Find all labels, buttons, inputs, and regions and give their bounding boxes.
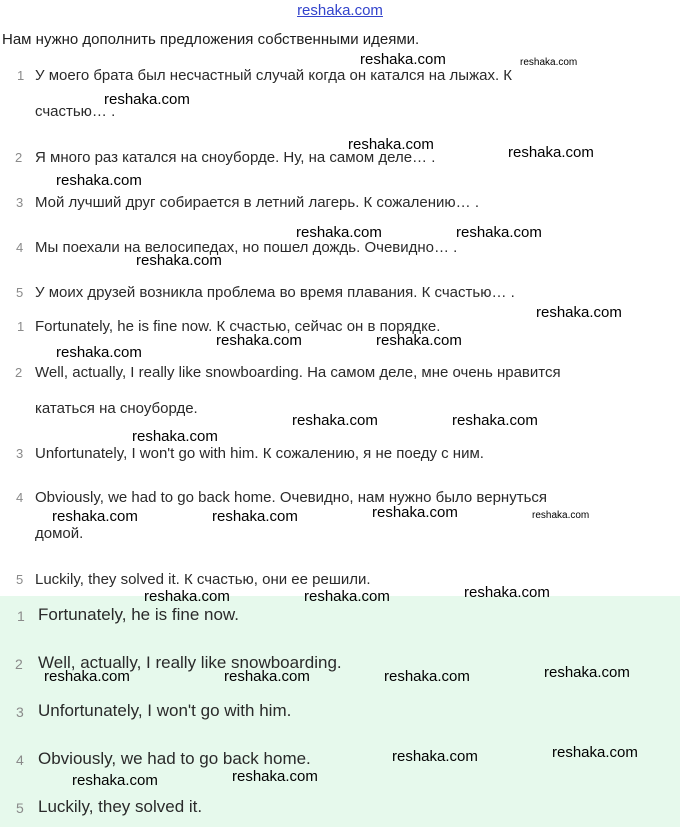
answer-sentence-line: Obviously, we had to go back home. Очевидно, нам нужно было вернуться [35,489,548,506]
answer-sentence-line: Unfortunately, I won't go with him. К сожалению, я не поеду с ним. [35,445,484,462]
watermark: reshaka.com [552,744,638,761]
watermark: reshaka.com [520,57,578,68]
task-sentence-line: У моих друзей возникла проблема во время плавания. К счастью… . [35,284,515,301]
task-sentence-line: Мы поехали на велосипедах, но пошел дождь. Очевидно… . [35,239,458,256]
task-instruction: Нам нужно дополнить предложения собственными идеями. [2,31,420,48]
watermark: reshaka.com [384,668,470,685]
answer-sentence-line: Luckily, they solved it. К счастью, они ее решили. [35,571,371,588]
answer-sentence-line: Well, actually, I really like snowboarding. На самом деле, мне очень нравится [35,364,561,381]
watermark: reshaka.com [544,664,630,681]
watermark: reshaka.com [104,91,190,108]
final-answer-text: Luckily, they solved it. [38,797,203,816]
task-sentence-line: Я много раз катался на сноуборде. Ну, на самом деле… . [35,149,436,166]
watermark: reshaka.com [136,252,222,269]
final-answer-text: Well, actually, I really like snowboarding. [38,653,342,672]
watermark: reshaka.com [44,668,130,685]
answer-number: 1 [17,319,25,334]
watermark: reshaka.com [372,504,458,521]
answer-number: 5 [16,572,24,587]
watermark: reshaka.com [144,588,230,605]
task-sentence-line: счастью… . [35,103,116,120]
task-sentence-line: У моего брата был несчастный случай когда он катался на лыжах. К [35,67,513,84]
answer-sentence-line: домой. [35,525,84,542]
watermark: reshaka.com [296,224,382,241]
watermark: reshaka.com [536,304,622,321]
watermark: reshaka.com [532,510,590,521]
watermark: reshaka.com [212,508,298,525]
watermark: reshaka.com [132,428,218,445]
task-number: 5 [16,285,24,300]
final-answer-text: Fortunately, he is fine now. [38,605,239,624]
final-answers-panel [0,596,680,827]
watermark: reshaka.com [464,584,550,601]
watermark: reshaka.com [508,144,594,161]
watermark: reshaka.com [456,224,542,241]
task-number: 1 [17,68,25,83]
final-answer-text: Unfortunately, I won't go with him. [38,701,292,720]
task-number: 4 [16,240,24,255]
final-answer-number: 3 [16,704,24,720]
watermark: reshaka.com [232,768,318,785]
final-answer-number: 5 [16,800,24,816]
watermark: reshaka.com [348,136,434,153]
final-answer-number: 1 [17,608,25,624]
site-header-link[interactable]: reshaka.com [297,2,383,19]
watermark: reshaka.com [304,588,390,605]
watermark: reshaka.com [292,412,378,429]
task-sentence-line: Мой лучший друг собирается в летний лагерь. К сожалению… . [35,194,479,211]
watermark: reshaka.com [452,412,538,429]
watermark: reshaka.com [392,748,478,765]
watermark: reshaka.com [216,332,302,349]
watermark: reshaka.com [56,344,142,361]
answer-sentence-line: кататься на сноуборде. [35,400,198,417]
answer-number: 2 [15,365,23,380]
final-answer-number: 4 [16,752,24,768]
answer-number: 3 [16,446,24,461]
watermark: reshaka.com [56,172,142,189]
answer-number: 4 [16,490,24,505]
task-number: 2 [15,150,23,165]
watermark: reshaka.com [376,332,462,349]
watermark: reshaka.com [360,51,446,68]
final-answer-number: 2 [15,656,23,672]
task-number: 3 [16,195,24,210]
watermark: reshaka.com [52,508,138,525]
watermark: reshaka.com [72,772,158,789]
watermark: reshaka.com [224,668,310,685]
answer-sentence-line: Fortunately, he is fine now. К счастью, сейчас он в порядке. [35,318,441,335]
final-answer-text: Obviously, we had to go back home. [38,749,311,768]
